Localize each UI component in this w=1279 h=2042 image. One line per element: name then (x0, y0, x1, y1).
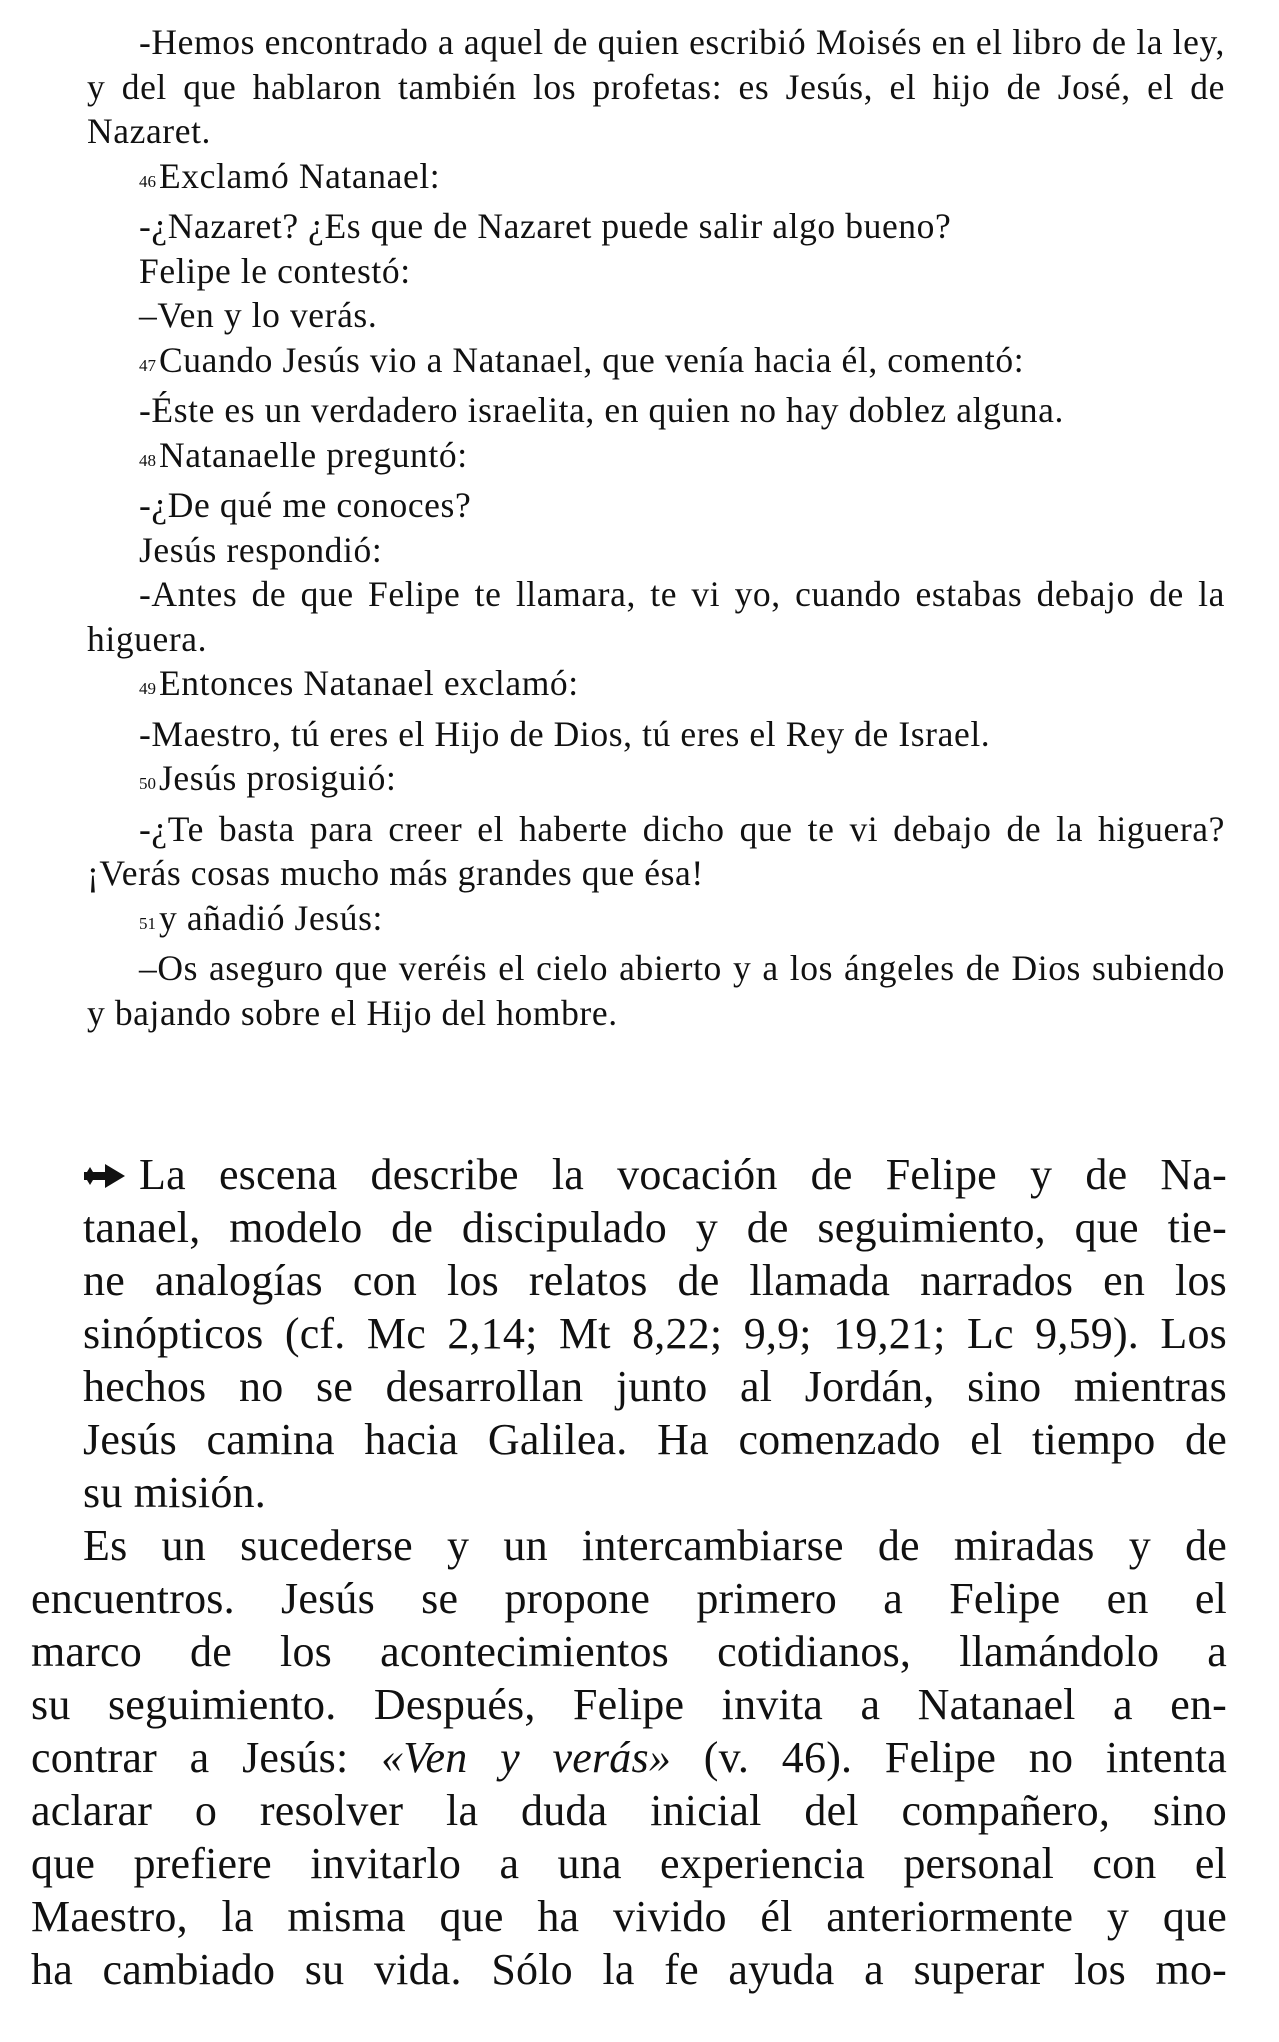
verse-46 (87, 154, 1225, 205)
quoted-phrase: «Ven y verás» (381, 1733, 672, 1782)
commentary-line: La escena describe la vocación de Felipe y de Na- (31, 1148, 1227, 1201)
verse-48-quote: -¿De qué me conoces? (139, 485, 472, 525)
commentary-line: que prefiere invitarlo a una experiencia personal con el (31, 1839, 1227, 1888)
commentary-line: contrar a Jesús: «Ven y verás» (v. 46). Felipe no intenta (31, 1733, 1228, 1782)
commentary-line: marco de los acontecimientos cotidianos, llamándolo a (31, 1627, 1227, 1676)
commentary-line: hechos no se desarrollan junto al Jordán, sino mientras (83, 1362, 1227, 1411)
verse-text: Jesús prosiguió: (159, 758, 397, 798)
verse-48-reply-intro: Jesús respondió: (139, 529, 383, 570)
verse-text: Entonces Natanael exclamó: (159, 663, 579, 703)
verse-text: y añadió Jesús: (159, 897, 383, 938)
verse-46-reply-intro: Felipe le contestó: (139, 250, 411, 291)
commentary-line: su seguimiento. Después, Felipe invita a Natanael a en- (31, 1680, 1227, 1729)
verse-text: Natanaelle preguntó: (159, 434, 468, 475)
verse-number: 46 (139, 171, 156, 191)
commentary-line: Jesús camina hacia Galilea. Ha comenzado el tiempo de (83, 1415, 1227, 1464)
verse-46-reply: –Ven y lo verás. (139, 295, 378, 335)
commentary-paragraph-1 (31, 1148, 1227, 1519)
right-arrow-icon (83, 1161, 129, 1191)
commentary-paragraph-2 (31, 1519, 1227, 1996)
commentary-section (31, 1148, 1227, 1996)
verse-50-quote: -¿Te basta para creer el haberte dicho que te vi debajo de la higuera? ¡Verás cosas mucho más grandes que ésa! (87, 808, 1225, 893)
commentary-line: encuentros. Jesús se propone primero a Felipe en el (31, 1574, 1227, 1623)
verse-49 (87, 661, 1225, 712)
verse-45-quote: -Hemos encontrado a aquel de quien escribió Moisés en el libro de la ley, y del que hablaron también los profetas: es Jesús, el hijo de José, el de Nazaret. (87, 22, 1225, 151)
verse-46-quote: -¿Nazaret? ¿Es que de Nazaret puede salir algo bueno? (139, 206, 952, 246)
verse-51 (87, 896, 1225, 947)
scripture-passage (87, 20, 1225, 1035)
verse-number: 49 (139, 679, 156, 698)
commentary-line: tanael, modelo de discipulado y de seguimiento, que tie- (83, 1203, 1227, 1252)
verse-47-quote: -Éste es un verdadero israelita, en quien no hay doblez alguna. (139, 390, 1064, 430)
commentary-line: sinópticos (cf. Mc 2,14; Mt 8,22; 9,9; 19,21; Lc 9,59). Los (83, 1309, 1227, 1358)
verse-number: 51 (139, 913, 156, 933)
verse-50 (87, 756, 1225, 807)
verse-51-quote: –Os aseguro que veréis el cielo abierto y a los ángeles de Dios subiendo y bajando sobre el Hijo del hombre. (87, 948, 1225, 1033)
verse-48-reply: -Antes de que Felipe te llamara, te vi yo, cuando estabas debajo de la higuera. (87, 574, 1225, 659)
verse-48 (87, 433, 1225, 484)
commentary-line: Es un sucederse y un intercambiarse de miradas y de (83, 1521, 1227, 1570)
verse-47 (87, 338, 1225, 389)
verse-number: 50 (139, 774, 156, 793)
commentary-line: ne analogías con los relatos de llamada narrados en los (83, 1256, 1227, 1305)
verse-number: 48 (139, 450, 156, 470)
commentary-line: Maestro, la misma que ha vivido él anteriormente y que (31, 1892, 1227, 1941)
commentary-line: su misión. (83, 1468, 266, 1517)
verse-text: Exclamó Natanael: (159, 155, 441, 196)
verse-text: Cuando Jesús vio a Natanael, que venía hacia él, comentó: (159, 339, 1025, 380)
commentary-line: aclarar o resolver la duda inicial del compañero, sino (31, 1786, 1227, 1835)
verse-49-quote: -Maestro, tú eres el Hijo de Dios, tú eres el Rey de Israel. (139, 713, 991, 754)
verse-number: 47 (139, 355, 156, 375)
commentary-line: ha cambiado su vida. Sólo la fe ayuda a superar los mo- (31, 1945, 1227, 1994)
